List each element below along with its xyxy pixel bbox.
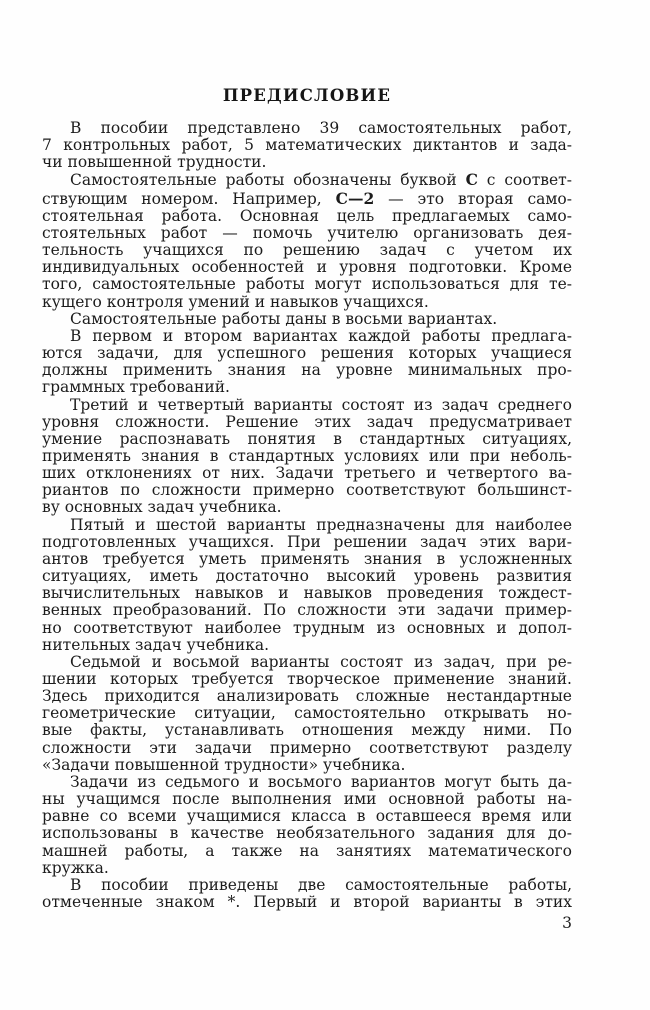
body-text <box>42 120 572 911</box>
paragraph <box>42 774 572 877</box>
paragraph <box>42 171 572 310</box>
paragraph <box>42 120 572 171</box>
text-line: В пособии приведены две самостоятельные работы, <box>70 875 572 894</box>
text-line: стоятельных работ — помочь учителю организовать дея- <box>42 223 572 242</box>
text-line: В пособии представлено 39 самостоятельных работ, <box>70 119 572 137</box>
text-line: Здесь приходится анализировать сложные нестандартные <box>42 687 572 706</box>
paragraph <box>42 654 572 774</box>
text-line: «Задачи повышенной трудности» учебника. <box>42 755 406 774</box>
text-line: ствующим номером. Например, С—2 — это вторая само- <box>42 188 572 208</box>
paragraph <box>42 328 572 397</box>
text-line: уровня сложности. Решение этих задач предусматривает <box>42 412 572 431</box>
text-line: должны применить знания на уровне минимальных про- <box>42 361 572 380</box>
text-line: использованы в качестве необязательного задания для до- <box>42 824 572 843</box>
text-line: того, самостоятельные работы могут использоваться для те- <box>42 275 572 294</box>
page-number: 3 <box>562 914 572 932</box>
text-line: Третий и четвертый варианты состоят из задач среднего <box>70 395 572 414</box>
text-line: вычислительных навыков и навыков проведения тождест- <box>42 584 572 603</box>
text-line: подготовленных учащихся. При решении задач этих вари- <box>42 532 572 551</box>
text-line: нительных задач учебника. <box>42 635 270 654</box>
page-title: ПРЕДИСЛОВИЕ <box>222 86 392 105</box>
text-line: сложности эти задачи примерно соответствуют разделу <box>42 738 572 757</box>
text-line: шении которых требуется творческое применение знаний. <box>42 670 572 688</box>
text-line: ются задачи, для успешного решения которых учащиеся <box>42 344 572 363</box>
text-line: Самостоятельные работы обозначены буквой С с соответ- <box>70 170 572 190</box>
text-line: риантов по сложности примерно соответствуют большинст- <box>42 481 572 500</box>
text-line: кружка. <box>42 858 109 877</box>
paragraph <box>42 517 572 654</box>
text-line: тельность учащихся по решению задач с учетом их <box>42 241 572 260</box>
text-line: кущего контроля умений и навыков учащихся. <box>42 292 429 311</box>
paragraph <box>42 397 572 517</box>
text-line: но соответствуют наиболее трудным из основных и допол- <box>42 618 572 637</box>
text-line: ву основных задач учебника. <box>42 498 282 517</box>
text-line: В первом и втором вариантах каждой работы предлага- <box>70 326 572 345</box>
text-line: Пятый и шестой варианты предназначены для наиболее <box>70 515 572 534</box>
text-line: ны учащимся после выполнения ими основной работы на- <box>42 790 572 809</box>
text-line: чи повышенной трудности. <box>42 153 267 172</box>
paragraph <box>42 311 572 328</box>
text-line: Задачи из седьмого и восьмого вариантов могут быть да- <box>70 772 572 791</box>
text-line: ситуациях, иметь достаточно высокий уровень развития <box>42 567 572 586</box>
text-line: 7 контрольных работ, 5 математических диктантов и зада- <box>42 136 572 155</box>
text-line: вые факты, устанавливать отношения между ними. По <box>42 721 572 740</box>
text-line: умение распознавать понятия в стандартных ситуациях, <box>42 429 572 448</box>
text-line: Самостоятельные работы даны в восьми вариантах. <box>70 309 498 328</box>
text-line: геометрические ситуации, самостоятельно открывать но- <box>42 704 572 723</box>
text-line: Седьмой и восьмой варианты состоят из задач, при ре- <box>70 652 572 671</box>
text-line: отмеченные знаком *. Первый и второй варианты в этих <box>42 893 572 912</box>
text-line: венных преобразований. По сложности эти задачи пример- <box>42 601 572 620</box>
text-line: машней работы, а также на занятиях математического <box>42 841 572 860</box>
paragraph <box>42 877 572 911</box>
text-line: антов требуется уметь применять знания в усложненных <box>42 549 572 568</box>
text-line: индивидуальных особенностей и уровня подготовки. Кроме <box>42 258 572 277</box>
text-line: равне со всеми учащимися класса в оставшееся время или <box>42 807 572 826</box>
text-line: стоятельная работа. Основная цель предлагаемых само- <box>42 206 572 225</box>
text-line: ших отклонениях от них. Задачи третьего и четвертого ва- <box>42 464 572 483</box>
text-line: применять знания в стандартных условиях или при неболь- <box>42 446 572 465</box>
text-line: граммных требований. <box>42 378 230 397</box>
